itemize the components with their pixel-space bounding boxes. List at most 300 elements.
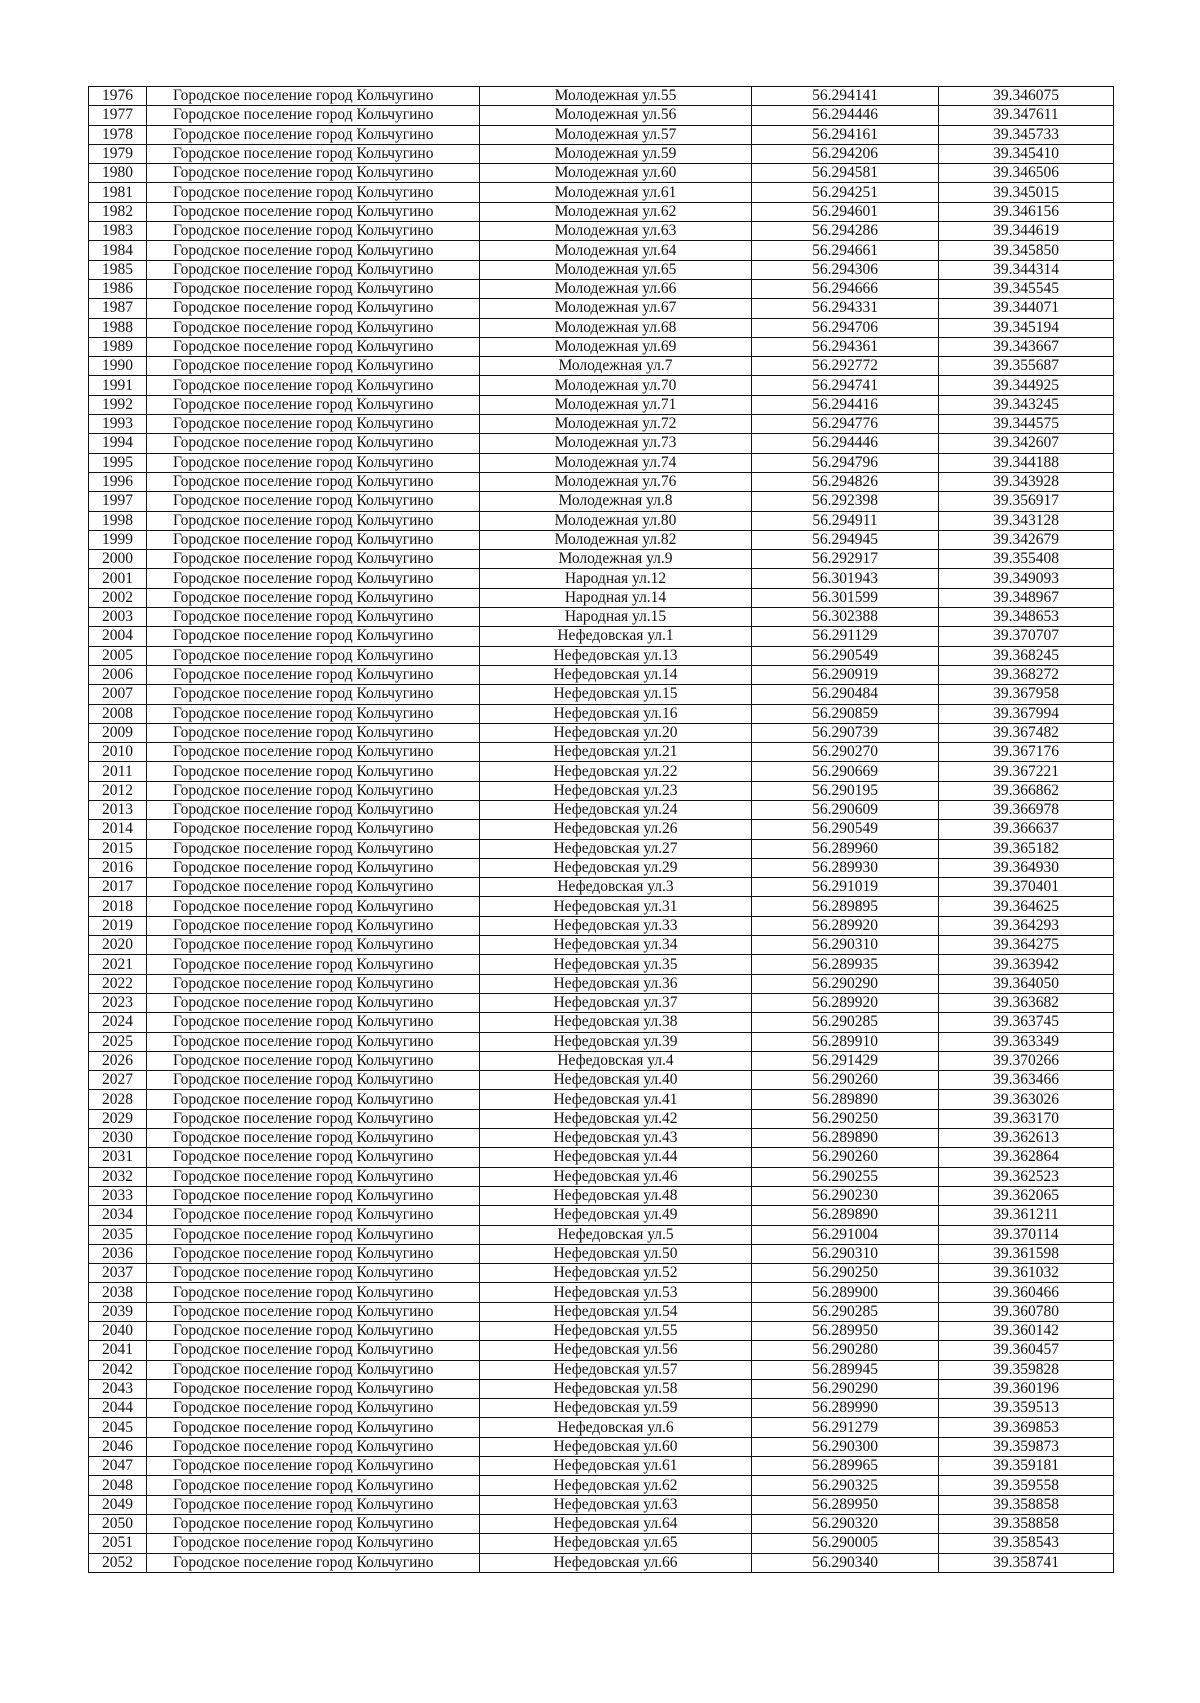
table-row: [89, 434, 1114, 453]
table-row: [89, 1514, 1114, 1533]
longitude-cell: 39.348967: [939, 588, 1114, 607]
longitude-cell: 39.360142: [939, 1322, 1114, 1341]
address-cell: Нефедовская ул.15: [480, 685, 752, 704]
row-number-cell: 2012: [89, 781, 147, 800]
latitude-cell: 56.294361: [752, 337, 939, 356]
longitude-cell: 39.346075: [939, 87, 1114, 106]
longitude-cell: 39.347611: [939, 106, 1114, 125]
address-cell: Нефедовская ул.29: [480, 858, 752, 877]
row-number-cell: 2045: [89, 1418, 147, 1437]
address-cell: Нефедовская ул.38: [480, 1013, 752, 1032]
table-row: [89, 1148, 1114, 1167]
address-cell: Нефедовская ул.16: [480, 704, 752, 723]
longitude-cell: 39.361598: [939, 1244, 1114, 1263]
latitude-cell: 56.289945: [752, 1360, 939, 1379]
table-row: [89, 1244, 1114, 1263]
settlement-cell: Городское поселение город Кольчугино: [147, 936, 480, 955]
latitude-cell: 56.292398: [752, 492, 939, 511]
settlement-cell: Городское поселение город Кольчугино: [147, 993, 480, 1012]
latitude-cell: 56.289920: [752, 916, 939, 935]
row-number-cell: 2004: [89, 627, 147, 646]
latitude-cell: 56.290549: [752, 820, 939, 839]
settlement-cell: Городское поселение город Кольчугино: [147, 1013, 480, 1032]
longitude-cell: 39.366637: [939, 820, 1114, 839]
table-row: [89, 1090, 1114, 1109]
latitude-cell: 56.294416: [752, 395, 939, 414]
row-number-cell: 2027: [89, 1071, 147, 1090]
table-row: [89, 974, 1114, 993]
latitude-cell: 56.290609: [752, 800, 939, 819]
longitude-cell: 39.364293: [939, 916, 1114, 935]
row-number-cell: 1981: [89, 183, 147, 202]
settlement-cell: Городское поселение город Кольчугино: [147, 1244, 480, 1263]
row-number-cell: 2025: [89, 1032, 147, 1051]
row-number-cell: 1990: [89, 357, 147, 376]
address-cell: Нефедовская ул.41: [480, 1090, 752, 1109]
row-number-cell: 2020: [89, 936, 147, 955]
latitude-cell: 56.290285: [752, 1013, 939, 1032]
longitude-cell: 39.368245: [939, 646, 1114, 665]
latitude-cell: 56.294661: [752, 241, 939, 260]
longitude-cell: 39.359181: [939, 1457, 1114, 1476]
latitude-cell: 56.290549: [752, 646, 939, 665]
settlement-cell: Городское поселение город Кольчугино: [147, 472, 480, 491]
table-row: [89, 1534, 1114, 1553]
row-number-cell: 2046: [89, 1437, 147, 1456]
longitude-cell: 39.345850: [939, 241, 1114, 260]
table-row: [89, 665, 1114, 684]
table-row: [89, 858, 1114, 877]
address-cell: Нефедовская ул.54: [480, 1302, 752, 1321]
table-row: [89, 337, 1114, 356]
longitude-cell: 39.370707: [939, 627, 1114, 646]
latitude-cell: 56.294796: [752, 453, 939, 472]
latitude-cell: 56.294601: [752, 202, 939, 221]
latitude-cell: 56.301943: [752, 569, 939, 588]
row-number-cell: 1987: [89, 299, 147, 318]
row-number-cell: 2013: [89, 800, 147, 819]
latitude-cell: 56.290250: [752, 1264, 939, 1283]
settlement-cell: Городское поселение город Кольчугино: [147, 530, 480, 549]
longitude-cell: 39.343245: [939, 395, 1114, 414]
settlement-cell: Городское поселение город Кольчугино: [147, 1129, 480, 1148]
latitude-cell: 56.289890: [752, 1090, 939, 1109]
row-number-cell: 1993: [89, 415, 147, 434]
table-row: [89, 530, 1114, 549]
address-cell: Молодежная ул.63: [480, 222, 752, 241]
latitude-cell: 56.291429: [752, 1051, 939, 1070]
longitude-cell: 39.367958: [939, 685, 1114, 704]
table-row: [89, 781, 1114, 800]
latitude-cell: 56.294251: [752, 183, 939, 202]
latitude-cell: 56.294331: [752, 299, 939, 318]
address-cell: Молодежная ул.82: [480, 530, 752, 549]
address-cell: Нефедовская ул.61: [480, 1457, 752, 1476]
row-number-cell: 2030: [89, 1129, 147, 1148]
settlement-cell: Городское поселение город Кольчугино: [147, 1322, 480, 1341]
row-number-cell: 2022: [89, 974, 147, 993]
address-cell: Молодежная ул.74: [480, 453, 752, 472]
longitude-cell: 39.370266: [939, 1051, 1114, 1070]
settlement-cell: Городское поселение город Кольчугино: [147, 453, 480, 472]
longitude-cell: 39.365182: [939, 839, 1114, 858]
table-row: [89, 993, 1114, 1012]
longitude-cell: 39.356917: [939, 492, 1114, 511]
latitude-cell: 56.289935: [752, 955, 939, 974]
longitude-cell: 39.364050: [939, 974, 1114, 993]
address-cell: Народная ул.12: [480, 569, 752, 588]
address-cell: Молодежная ул.57: [480, 125, 752, 144]
latitude-cell: 56.290310: [752, 936, 939, 955]
address-cell: Нефедовская ул.55: [480, 1322, 752, 1341]
longitude-cell: 39.358741: [939, 1553, 1114, 1572]
address-cell: Нефедовская ул.48: [480, 1186, 752, 1205]
latitude-cell: 56.294141: [752, 87, 939, 106]
longitude-cell: 39.343128: [939, 511, 1114, 530]
longitude-cell: 39.367221: [939, 762, 1114, 781]
row-number-cell: 2003: [89, 608, 147, 627]
longitude-cell: 39.359828: [939, 1360, 1114, 1379]
longitude-cell: 39.361211: [939, 1206, 1114, 1225]
row-number-cell: 2029: [89, 1109, 147, 1128]
settlement-cell: Городское поселение город Кольчугино: [147, 1418, 480, 1437]
table-row: [89, 453, 1114, 472]
table-row: [89, 1109, 1114, 1128]
table-row: [89, 1206, 1114, 1225]
settlement-cell: Городское поселение город Кольчугино: [147, 125, 480, 144]
table-row: [89, 357, 1114, 376]
table-body: [89, 87, 1114, 1573]
settlement-cell: Городское поселение город Кольчугино: [147, 299, 480, 318]
table-row: [89, 1013, 1114, 1032]
address-cell: Нефедовская ул.46: [480, 1167, 752, 1186]
address-cell: Нефедовская ул.35: [480, 955, 752, 974]
table-row: [89, 704, 1114, 723]
address-cell: Нефедовская ул.1: [480, 627, 752, 646]
longitude-cell: 39.343667: [939, 337, 1114, 356]
table-row: [89, 1129, 1114, 1148]
settlement-cell: Городское поселение город Кольчугино: [147, 916, 480, 935]
longitude-cell: 39.368272: [939, 665, 1114, 684]
row-number-cell: 1989: [89, 337, 147, 356]
latitude-cell: 56.294161: [752, 125, 939, 144]
longitude-cell: 39.370114: [939, 1225, 1114, 1244]
settlement-cell: Городское поселение город Кольчугино: [147, 1186, 480, 1205]
table-row: [89, 1553, 1114, 1572]
table-row: [89, 800, 1114, 819]
address-cell: Нефедовская ул.56: [480, 1341, 752, 1360]
table-row: [89, 318, 1114, 337]
latitude-cell: 56.290260: [752, 1071, 939, 1090]
address-cell: Молодежная ул.80: [480, 511, 752, 530]
address-cell: Нефедовская ул.34: [480, 936, 752, 955]
settlement-cell: Городское поселение город Кольчугино: [147, 1090, 480, 1109]
longitude-cell: 39.367176: [939, 743, 1114, 762]
settlement-cell: Городское поселение город Кольчугино: [147, 1109, 480, 1128]
address-cell: Нефедовская ул.49: [480, 1206, 752, 1225]
row-number-cell: 2015: [89, 839, 147, 858]
address-cell: Молодежная ул.68: [480, 318, 752, 337]
latitude-cell: 56.294286: [752, 222, 939, 241]
settlement-cell: Городское поселение город Кольчугино: [147, 144, 480, 163]
latitude-cell: 56.290230: [752, 1186, 939, 1205]
table-row: [89, 1341, 1114, 1360]
address-cell: Молодежная ул.73: [480, 434, 752, 453]
settlement-cell: Городское поселение город Кольчугино: [147, 415, 480, 434]
row-number-cell: 2038: [89, 1283, 147, 1302]
longitude-cell: 39.366978: [939, 800, 1114, 819]
longitude-cell: 39.363349: [939, 1032, 1114, 1051]
longitude-cell: 39.348653: [939, 608, 1114, 627]
table-row: [89, 1186, 1114, 1205]
settlement-cell: Городское поселение город Кольчугино: [147, 376, 480, 395]
table-row: [89, 1476, 1114, 1495]
row-number-cell: 2028: [89, 1090, 147, 1109]
table-row: [89, 472, 1114, 491]
settlement-cell: Городское поселение город Кольчугино: [147, 550, 480, 569]
longitude-cell: 39.344071: [939, 299, 1114, 318]
latitude-cell: 56.302388: [752, 608, 939, 627]
address-cell: Молодежная ул.59: [480, 144, 752, 163]
settlement-cell: Городское поселение город Кольчугино: [147, 646, 480, 665]
row-number-cell: 2009: [89, 723, 147, 742]
address-cell: Молодежная ул.71: [480, 395, 752, 414]
table-row: [89, 1322, 1114, 1341]
settlement-cell: Городское поселение город Кольчугино: [147, 800, 480, 819]
longitude-cell: 39.360196: [939, 1379, 1114, 1398]
settlement-cell: Городское поселение город Кольчугино: [147, 1302, 480, 1321]
settlement-cell: Городское поселение город Кольчугино: [147, 955, 480, 974]
longitude-cell: 39.342607: [939, 434, 1114, 453]
settlement-cell: Городское поселение город Кольчугино: [147, 588, 480, 607]
row-number-cell: 2052: [89, 1553, 147, 1572]
table-row: [89, 1399, 1114, 1418]
latitude-cell: 56.290285: [752, 1302, 939, 1321]
settlement-cell: Городское поселение город Кольчугино: [147, 878, 480, 897]
latitude-cell: 56.294446: [752, 106, 939, 125]
longitude-cell: 39.345015: [939, 183, 1114, 202]
row-number-cell: 1979: [89, 144, 147, 163]
latitude-cell: 56.292917: [752, 550, 939, 569]
address-cell: Нефедовская ул.31: [480, 897, 752, 916]
settlement-cell: Городское поселение город Кольчугино: [147, 357, 480, 376]
address-cell: Молодежная ул.65: [480, 260, 752, 279]
latitude-cell: 56.290919: [752, 665, 939, 684]
settlement-cell: Городское поселение город Кольчугино: [147, 1437, 480, 1456]
longitude-cell: 39.345545: [939, 279, 1114, 298]
row-number-cell: 2033: [89, 1186, 147, 1205]
address-cell: Нефедовская ул.63: [480, 1495, 752, 1514]
latitude-cell: 56.290340: [752, 1553, 939, 1572]
address-cell: Молодежная ул.70: [480, 376, 752, 395]
longitude-cell: 39.344575: [939, 415, 1114, 434]
row-number-cell: 2014: [89, 820, 147, 839]
settlement-cell: Городское поселение город Кольчугино: [147, 762, 480, 781]
longitude-cell: 39.367994: [939, 704, 1114, 723]
table-row: [89, 878, 1114, 897]
longitude-cell: 39.361032: [939, 1264, 1114, 1283]
settlement-cell: Городское поселение город Кольчугино: [147, 1360, 480, 1379]
latitude-cell: 56.290280: [752, 1341, 939, 1360]
latitude-cell: 56.290300: [752, 1437, 939, 1456]
table-row: [89, 820, 1114, 839]
longitude-cell: 39.346506: [939, 164, 1114, 183]
latitude-cell: 56.289960: [752, 839, 939, 858]
latitude-cell: 56.290005: [752, 1534, 939, 1553]
address-cell: Молодежная ул.67: [480, 299, 752, 318]
table-row: [89, 260, 1114, 279]
latitude-cell: 56.289910: [752, 1032, 939, 1051]
longitude-cell: 39.363745: [939, 1013, 1114, 1032]
settlement-cell: Городское поселение город Кольчугино: [147, 279, 480, 298]
latitude-cell: 56.294945: [752, 530, 939, 549]
address-cell: Нефедовская ул.43: [480, 1129, 752, 1148]
table-row: [89, 936, 1114, 955]
table-row: [89, 222, 1114, 241]
row-number-cell: 2018: [89, 897, 147, 916]
row-number-cell: 1995: [89, 453, 147, 472]
table-row: [89, 897, 1114, 916]
table-row: [89, 299, 1114, 318]
longitude-cell: 39.355408: [939, 550, 1114, 569]
table-row: [89, 569, 1114, 588]
settlement-cell: Городское поселение город Кольчугино: [147, 164, 480, 183]
latitude-cell: 56.289930: [752, 858, 939, 877]
settlement-cell: Городское поселение город Кольчугино: [147, 1553, 480, 1572]
table-row: [89, 1283, 1114, 1302]
address-cell: Нефедовская ул.42: [480, 1109, 752, 1128]
settlement-cell: Городское поселение город Кольчугино: [147, 1071, 480, 1090]
longitude-cell: 39.358858: [939, 1514, 1114, 1533]
settlement-cell: Городское поселение город Кольчугино: [147, 897, 480, 916]
latitude-cell: 56.291129: [752, 627, 939, 646]
row-number-cell: 2039: [89, 1302, 147, 1321]
latitude-cell: 56.289900: [752, 1283, 939, 1302]
address-cell: Молодежная ул.7: [480, 357, 752, 376]
table-row: [89, 164, 1114, 183]
latitude-cell: 56.289990: [752, 1399, 939, 1418]
latitude-cell: 56.294826: [752, 472, 939, 491]
settlement-cell: Городское поселение город Кольчугино: [147, 1148, 480, 1167]
latitude-cell: 56.290739: [752, 723, 939, 742]
table-row: [89, 1302, 1114, 1321]
table-row: [89, 202, 1114, 221]
row-number-cell: 2051: [89, 1534, 147, 1553]
latitude-cell: 56.290320: [752, 1514, 939, 1533]
settlement-cell: Городское поселение город Кольчугино: [147, 743, 480, 762]
address-cell: Нефедовская ул.24: [480, 800, 752, 819]
row-number-cell: 2024: [89, 1013, 147, 1032]
row-number-cell: 1999: [89, 530, 147, 549]
table-row: [89, 279, 1114, 298]
latitude-cell: 56.291019: [752, 878, 939, 897]
longitude-cell: 39.363682: [939, 993, 1114, 1012]
row-number-cell: 2026: [89, 1051, 147, 1070]
row-number-cell: 2002: [89, 588, 147, 607]
longitude-cell: 39.364625: [939, 897, 1114, 916]
latitude-cell: 56.290290: [752, 1379, 939, 1398]
latitude-cell: 56.289895: [752, 897, 939, 916]
longitude-cell: 39.363170: [939, 1109, 1114, 1128]
table-row: [89, 1071, 1114, 1090]
row-number-cell: 1984: [89, 241, 147, 260]
address-cell: Нефедовская ул.26: [480, 820, 752, 839]
row-number-cell: 1980: [89, 164, 147, 183]
longitude-cell: 39.344188: [939, 453, 1114, 472]
longitude-cell: 39.367482: [939, 723, 1114, 742]
address-cell: Нефедовская ул.60: [480, 1437, 752, 1456]
row-number-cell: 1994: [89, 434, 147, 453]
row-number-cell: 1985: [89, 260, 147, 279]
address-cell: Нефедовская ул.64: [480, 1514, 752, 1533]
address-cell: Нефедовская ул.65: [480, 1534, 752, 1553]
address-cell: Народная ул.14: [480, 588, 752, 607]
longitude-cell: 39.344925: [939, 376, 1114, 395]
settlement-cell: Городское поселение город Кольчугино: [147, 820, 480, 839]
address-cell: Молодежная ул.66: [480, 279, 752, 298]
table-row: [89, 1457, 1114, 1476]
row-number-cell: 2047: [89, 1457, 147, 1476]
address-cell: Молодежная ул.55: [480, 87, 752, 106]
table-row: [89, 125, 1114, 144]
latitude-cell: 56.289950: [752, 1495, 939, 1514]
address-cell: Нефедовская ул.33: [480, 916, 752, 935]
table-row: [89, 955, 1114, 974]
table-row: [89, 646, 1114, 665]
table-row: [89, 183, 1114, 202]
row-number-cell: 2007: [89, 685, 147, 704]
longitude-cell: 39.364275: [939, 936, 1114, 955]
address-cell: Нефедовская ул.66: [480, 1553, 752, 1572]
address-cell: Молодежная ул.56: [480, 106, 752, 125]
latitude-cell: 56.289890: [752, 1129, 939, 1148]
settlement-cell: Городское поселение город Кольчугино: [147, 511, 480, 530]
settlement-cell: Городское поселение город Кольчугино: [147, 395, 480, 414]
row-number-cell: 1983: [89, 222, 147, 241]
longitude-cell: 39.364930: [939, 858, 1114, 877]
longitude-cell: 39.358543: [939, 1534, 1114, 1553]
row-number-cell: 2005: [89, 646, 147, 665]
row-number-cell: 2037: [89, 1264, 147, 1283]
settlement-cell: Городское поселение город Кольчугино: [147, 1264, 480, 1283]
table-row: [89, 1032, 1114, 1051]
longitude-cell: 39.349093: [939, 569, 1114, 588]
latitude-cell: 56.289920: [752, 993, 939, 1012]
address-cell: Нефедовская ул.57: [480, 1360, 752, 1379]
address-cell: Молодежная ул.9: [480, 550, 752, 569]
latitude-cell: 56.289965: [752, 1457, 939, 1476]
settlement-cell: Городское поселение город Кольчугино: [147, 665, 480, 684]
latitude-cell: 56.290290: [752, 974, 939, 993]
address-cell: Нефедовская ул.4: [480, 1051, 752, 1070]
table-row: [89, 1167, 1114, 1186]
address-coordinates-table: [88, 86, 1114, 1573]
table-row: [89, 1225, 1114, 1244]
latitude-cell: 56.294706: [752, 318, 939, 337]
table-row: [89, 241, 1114, 260]
row-number-cell: 1992: [89, 395, 147, 414]
settlement-cell: Городское поселение город Кольчугино: [147, 1457, 480, 1476]
address-cell: Молодежная ул.62: [480, 202, 752, 221]
row-number-cell: 2011: [89, 762, 147, 781]
address-cell: Нефедовская ул.22: [480, 762, 752, 781]
latitude-cell: 56.290255: [752, 1167, 939, 1186]
row-number-cell: 2040: [89, 1322, 147, 1341]
latitude-cell: 56.294776: [752, 415, 939, 434]
latitude-cell: 56.290484: [752, 685, 939, 704]
longitude-cell: 39.360457: [939, 1341, 1114, 1360]
row-number-cell: 1986: [89, 279, 147, 298]
